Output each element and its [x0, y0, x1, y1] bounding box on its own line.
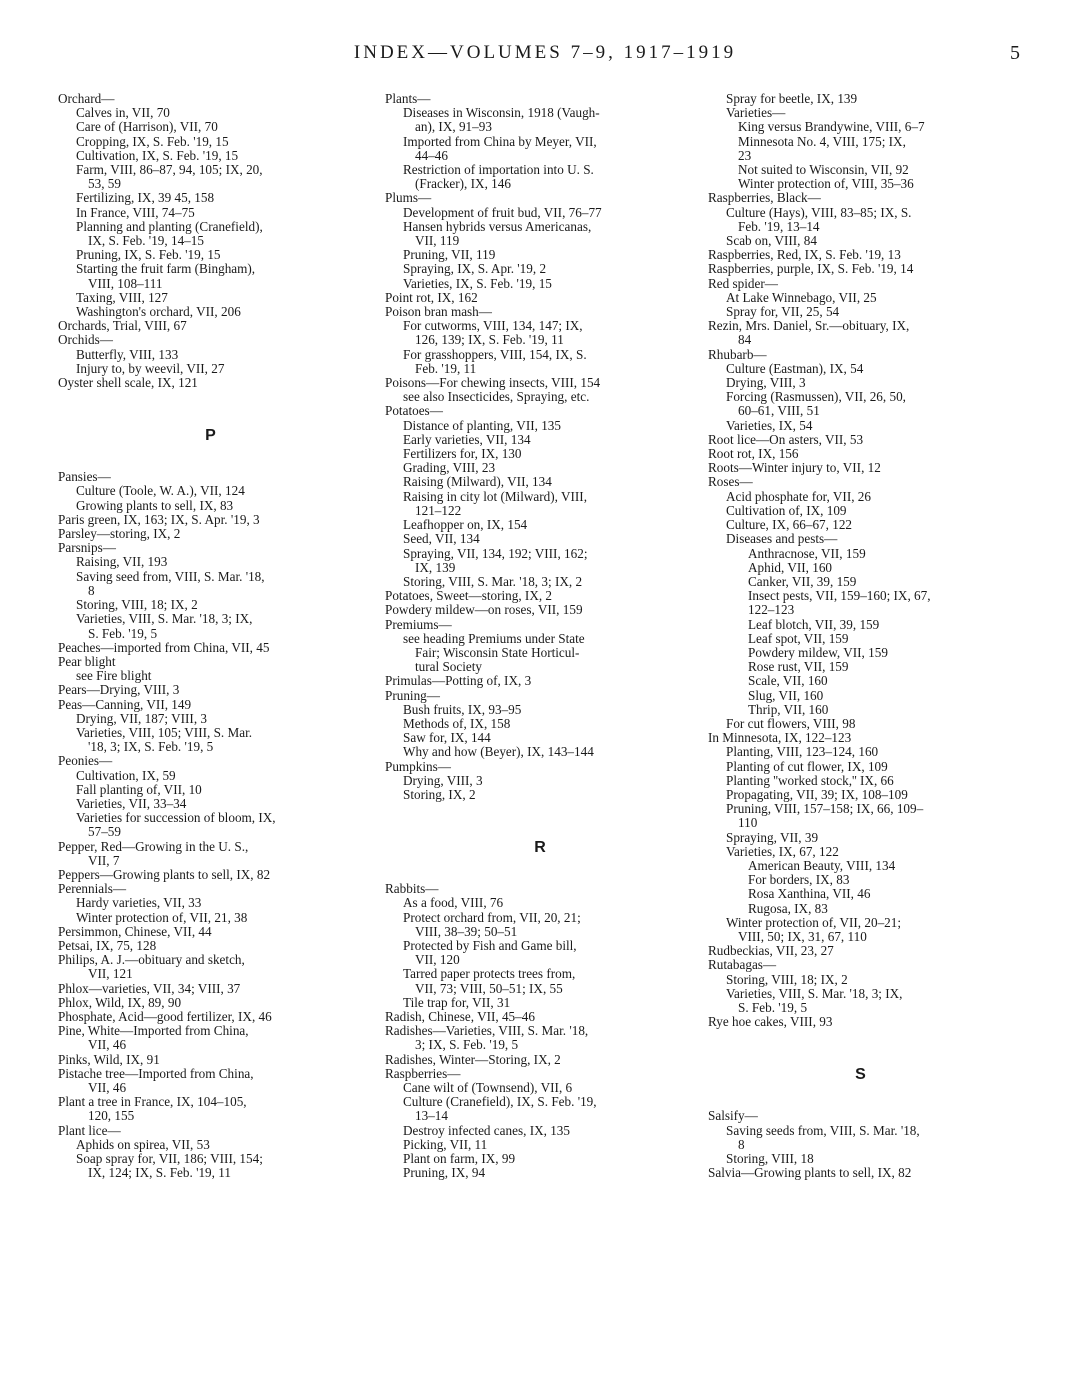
index-entry: Varieties, VII, 33–34 — [76, 795, 187, 811]
index-entry: Diseases and pests— — [726, 531, 838, 547]
index-entry: For cut flowers, VIII, 98 — [726, 715, 856, 731]
index-entry: VIII, 50; IX, 31, 67, 110 — [738, 928, 867, 944]
index-entry: Pruning, IX, 94 — [403, 1165, 486, 1181]
index-entry: Rudbeckias, VII, 23, 27 — [708, 943, 834, 959]
index-entry: Radishes—Varieties, VIII, S. Mar. '18, — [385, 1023, 589, 1039]
index-entry: Salvia—Growing plants to sell, IX, 82 — [708, 1165, 912, 1181]
index-entry: Rugosa, IX, 83 — [748, 900, 828, 916]
index-entry: Saw for, IX, 144 — [403, 730, 491, 746]
index-entry: Bush fruits, IX, 93–95 — [403, 701, 522, 717]
index-entry: 53, 59 — [88, 176, 121, 192]
page-number: 5 — [1010, 42, 1020, 64]
index-entry: Peaches—imported from China, VII, 45 — [58, 639, 270, 655]
index-entry: Varieties, VIII, 105; VIII, S. Mar. — [76, 724, 253, 740]
index-entry: Tarred paper protects trees from, — [403, 966, 576, 982]
index-entry: '18, 3; IX, S. Feb. '19, 5 — [88, 739, 214, 755]
index-entry: Protected by Fish and Game bill, — [403, 937, 577, 953]
index-entry: tural Society — [415, 659, 483, 675]
index-entry: Varieties, VIII, S. Mar. '18, 3; IX, — [726, 985, 903, 1001]
index-entry: Spray for, VII, 25, 54 — [726, 304, 840, 320]
index-entry: Spray for beetle, IX, 139 — [726, 91, 858, 106]
index-entry: Insect pests, VII, 159–160; IX, 67, — [748, 588, 931, 604]
index-entry: VII, 119 — [415, 233, 460, 249]
index-entry: Parsley—storing, IX, 2 — [58, 526, 181, 542]
index-entry: Plants— — [385, 91, 431, 106]
index-entry: Rezin, Mrs. Daniel, Sr.—obituary, IX, — [708, 318, 910, 334]
section-letter: P — [205, 427, 216, 445]
index-entry: VIII, 38–39; 50–51 — [415, 923, 518, 939]
index-entry: Rose rust, VII, 159 — [748, 659, 849, 675]
index-entry: Peas—Canning, VII, 149 — [58, 696, 192, 712]
index-entry: Protect orchard from, VII, 20, 21; — [403, 909, 581, 925]
index-entry: Roses— — [708, 474, 753, 490]
index-entry: Pruning, VIII, 157–158; IX, 66, 109– — [726, 801, 924, 817]
index-entry: Calves in, VII, 70 — [76, 105, 170, 121]
index-entry: Pine, White—Imported from China, — [58, 1023, 249, 1039]
index-entry: Feb. '19, 13–14 — [738, 218, 820, 234]
index-entry: Paris green, IX, 163; IX, S. Apr. '19, 3 — [58, 511, 260, 527]
index-entry: Culture (Eastman), IX, 54 — [726, 360, 864, 376]
index-entry: Grading, VIII, 23 — [403, 460, 496, 476]
index-entry: 23 — [738, 147, 752, 163]
index-entry: Drying, VIII, 3 — [726, 375, 806, 391]
section-letter: R — [534, 839, 546, 857]
index-entry: Winter protection of, VII, 21, 38 — [76, 909, 248, 925]
index-entry: Peppers—Growing plants to sell, IX, 82 — [58, 866, 271, 882]
index-entry: For cutworms, VIII, 134, 147; IX, — [403, 318, 583, 334]
index-entry: For borders, IX, 83 — [748, 872, 850, 888]
index-entry: Persimmon, Chinese, VII, 44 — [58, 923, 212, 939]
section-letter: S — [855, 1066, 866, 1084]
index-entry: Radish, Chinese, VII, 45–46 — [385, 1008, 535, 1024]
index-entry: Pepper, Red—Growing in the U. S., — [58, 838, 249, 854]
index-entry: Planting of cut flower, IX, 109 — [726, 758, 888, 774]
index-entry: Imported from China by Meyer, VII, — [403, 133, 597, 149]
index-entry: 110 — [738, 815, 758, 831]
index-entry: Drying, VIII, 3 — [403, 772, 483, 788]
index-entry: Rosa Xanthina, VII, 46 — [748, 886, 871, 902]
index-entry: Orchards, Trial, VIII, 67 — [58, 318, 187, 334]
index-entry: Peonies— — [58, 753, 113, 769]
index-entry: Feb. '19, 11 — [415, 360, 477, 376]
index-entry: see Fire blight — [76, 668, 152, 684]
index-entry: Parsnips— — [58, 540, 116, 556]
index-entry: Saving seeds from, VIII, S. Mar. '18, — [726, 1122, 920, 1138]
index-entry: Plant a tree in France, IX, 104–105, — [58, 1094, 247, 1110]
index-entry: Soap spray for, VII, 186; VIII, 154; — [76, 1151, 263, 1167]
index-column-1 — [58, 92, 363, 1180]
index-entry: As a food, VIII, 76 — [403, 895, 504, 911]
index-entry: Leaf spot, VII, 159 — [748, 630, 849, 646]
index-entry: Pruning— — [385, 687, 440, 703]
index-entry: Growing plants to sell, IX, 83 — [76, 497, 234, 513]
index-entry: Radishes, Winter—Storing, IX, 2 — [385, 1051, 561, 1067]
index-entry: S. Feb. '19, 5 — [88, 625, 158, 641]
index-entry: 3; IX, S. Feb. '19, 5 — [415, 1037, 519, 1053]
index-entry: Leaf blotch, VII, 39, 159 — [748, 616, 880, 632]
index-entry: Rutabagas— — [708, 957, 777, 973]
index-entry: Aphids on spirea, VII, 53 — [76, 1136, 210, 1152]
index-entry: Rye hoe cakes, VIII, 93 — [708, 1014, 833, 1030]
index-entry: Drying, VII, 187; VIII, 3 — [76, 710, 208, 726]
index-entry: Varieties, VIII, S. Mar. '18, 3; IX, — [76, 611, 253, 627]
index-entry: Perennials— — [58, 881, 127, 897]
index-entry: Rhubarb— — [708, 346, 767, 362]
index-entry: IX, 124; IX, S. Feb. '19, 11 — [88, 1165, 231, 1181]
index-entry: 122–123 — [748, 602, 795, 618]
index-entry: Storing, VIII, 18; IX, 2 — [726, 971, 848, 987]
index-entry: Culture (Toole, W. A.), VII, 124 — [76, 483, 245, 499]
index-entry: Salsify— — [708, 1108, 758, 1124]
index-entry: Care of (Harrison), VII, 70 — [76, 119, 218, 135]
index-entry: In France, VIII, 74–75 — [76, 204, 195, 220]
index-entry: Planning and planting (Cranefield), — [76, 218, 263, 234]
index-entry: Potatoes— — [385, 403, 443, 419]
index-entry: Methods of, IX, 158 — [403, 715, 511, 731]
index-entry: Spraying, VII, 39 — [726, 829, 819, 845]
index-column-2 — [385, 92, 695, 1180]
index-entry: Thrip, VII, 160 — [748, 701, 829, 717]
index-entry: 57–59 — [88, 824, 121, 840]
index-entry: Destroy infected canes, IX, 135 — [403, 1122, 570, 1138]
index-entry: Fair; Wisconsin State Horticul- — [415, 644, 580, 660]
index-entry: Varieties, IX, S. Feb. '19, 15 — [403, 275, 552, 291]
index-entry: Powdery mildew, VII, 159 — [748, 644, 888, 660]
index-entry: Diseases in Wisconsin, 1918 (Vaugh- — [403, 105, 600, 121]
index-entry: Poisons—For chewing insects, VIII, 154 — [385, 375, 601, 391]
index-entry: Tile trap for, VII, 31 — [403, 994, 511, 1010]
index-entry: Oyster shell scale, IX, 121 — [58, 375, 198, 391]
index-entry: 84 — [738, 332, 752, 348]
index-entry: In Minnesota, IX, 122–123 — [708, 730, 852, 746]
index-entry: Culture (Hays), VIII, 83–85; IX, S. — [726, 204, 912, 220]
index-entry: Hardy varieties, VII, 33 — [76, 895, 202, 911]
index-entry: Canker, VII, 39, 159 — [748, 573, 857, 589]
index-entry: Root rot, IX, 156 — [708, 446, 799, 462]
index-entry: Raspberries, Red, IX, S. Feb. '19, 13 — [708, 247, 901, 263]
index-entry: VII, 46 — [88, 1080, 127, 1095]
index-entry: 8 — [738, 1136, 745, 1152]
index-entry: Raising in city lot (Milward), VIII, — [403, 488, 587, 504]
index-entry: Potatoes, Sweet—storing, IX, 2 — [385, 588, 553, 604]
index-entry: Early varieties, VII, 134 — [403, 431, 531, 447]
index-entry: Plant lice— — [58, 1122, 121, 1138]
index-entry: Varieties, IX, 67, 122 — [726, 843, 839, 859]
index-entry: 120, 155 — [88, 1108, 135, 1124]
index-entry: Why and how (Beyer), IX, 143–144 — [403, 744, 594, 760]
index-entry: Pruning, IX, S. Feb. '19, 15 — [76, 247, 221, 263]
index-entry: Cultivation of, IX, 109 — [726, 502, 847, 518]
index-entry: VII, 7 — [88, 852, 120, 868]
header-title: INDEX—VOLUMES 7–9, 1917–1919 — [353, 42, 737, 63]
index-entry: Raspberries, Black— — [708, 190, 821, 206]
index-entry: Restriction of importation into U. S. — [403, 162, 594, 178]
index-entry: Leafhopper on, IX, 154 — [403, 517, 528, 533]
index-entry: Plant on farm, IX, 99 — [403, 1151, 516, 1167]
index-entry: Storing, VIII, 18 — [726, 1151, 814, 1167]
index-entry: King versus Brandywine, VIII, 6–7 — [738, 119, 925, 135]
index-entry: Farm, VIII, 86–87, 94, 105; IX, 20, — [76, 162, 263, 178]
index-entry: Petsai, IX, 75, 128 — [58, 937, 157, 953]
index-entry: Varieties for succession of bloom, IX, — [76, 810, 276, 826]
index-entry: Taxing, VIII, 127 — [76, 289, 168, 305]
index-entry: Rabbits— — [385, 881, 439, 897]
index-entry: VIII, 108–111 — [88, 275, 163, 291]
index-entry: Development of fruit bud, VII, 76–77 — [403, 204, 602, 220]
index-entry: Cultivation, IX, 59 — [76, 767, 176, 783]
index-entry: Slug, VII, 160 — [748, 687, 824, 703]
index-entry: Orchids— — [58, 332, 113, 348]
index-entry: (Fracker), IX, 146 — [415, 176, 511, 192]
index-entry: Pumpkins— — [385, 758, 451, 774]
index-entry: IX, 139 — [415, 559, 456, 575]
index-entry: 60–61, VIII, 51 — [738, 403, 820, 419]
index-entry: Scab on, VIII, 84 — [726, 233, 817, 249]
index-entry: 126, 139; IX, S. Feb. '19, 11 — [415, 332, 564, 348]
index-entry: Storing, VIII, S. Mar. '18, 3; IX, 2 — [403, 573, 583, 589]
index-entry: Cropping, IX, S. Feb. '19, 15 — [76, 133, 229, 149]
index-entry: For grasshoppers, VIII, 154, IX, S. — [403, 346, 587, 362]
index-entry: Varieties, IX, 54 — [726, 417, 813, 433]
index-entry: Orchard— — [58, 91, 115, 106]
index-entry: American Beauty, VIII, 134 — [748, 857, 896, 873]
index-entry: 13–14 — [415, 1108, 448, 1124]
index-entry: Storing, IX, 2 — [403, 786, 476, 802]
index-entry: Poison bran mash— — [385, 304, 492, 320]
index-entry: an), IX, 91–93 — [415, 119, 492, 135]
index-entry: Saving seed from, VIII, S. Mar. '18, — [76, 568, 265, 584]
index-entry: Winter protection of, VIII, 35–36 — [738, 176, 914, 192]
index-entry: Powdery mildew—on roses, VII, 159 — [385, 602, 583, 618]
index-entry: Forcing (Rasmussen), VII, 26, 50, — [726, 389, 906, 405]
index-entry: 44–46 — [415, 147, 448, 163]
index-entry: Point rot, IX, 162 — [385, 289, 478, 305]
index-entry: Cultivation, IX, S. Feb. '19, 15 — [76, 147, 239, 163]
index-entry: Raspberries— — [385, 1065, 461, 1081]
index-entry: Raspberries, purple, IX, S. Feb. '19, 14 — [708, 261, 914, 277]
index-entry: Injury to, by weevil, VII, 27 — [76, 360, 225, 376]
index-entry: Roots—Winter injury to, VII, 12 — [708, 460, 881, 476]
index-entry: VII, 73; VIII, 50–51; IX, 55 — [415, 980, 563, 996]
index-entry: see also Insecticides, Spraying, etc. — [403, 389, 590, 405]
index-entry: Anthracnose, VII, 159 — [748, 545, 866, 561]
index-entry: Phlox—varieties, VII, 34; VIII, 37 — [58, 980, 241, 996]
index-entry: Fall planting of, VII, 10 — [76, 781, 202, 797]
index-entry: Planting, VIII, 123–124, 160 — [726, 744, 879, 760]
index-entry: Phosphate, Acid—good fertilizer, IX, 46 — [58, 1008, 272, 1024]
index-entry: Culture, IX, 66–67, 122 — [726, 517, 853, 533]
index-entry: Plums— — [385, 190, 432, 206]
index-entry: Spraying, VII, 134, 192; VIII, 162; — [403, 545, 588, 561]
index-entry: Philips, A. J.—obituary and sketch, — [58, 952, 245, 968]
index-entry: Aphid, VII, 160 — [748, 559, 833, 575]
index-entry: VII, 121 — [88, 966, 133, 982]
index-entry: Pinks, Wild, IX, 91 — [58, 1051, 160, 1067]
index-entry: Starting the fruit farm (Bingham), — [76, 261, 256, 277]
index-entry: 8 — [88, 582, 95, 598]
index-entry: Picking, VII, 11 — [403, 1136, 488, 1152]
index-entry: Butterfly, VIII, 133 — [76, 346, 179, 362]
index-entry: Premiums— — [385, 616, 452, 632]
index-entry: Propagating, VII, 39; IX, 108–109 — [726, 786, 908, 802]
index-column-3 — [708, 92, 1013, 1180]
index-entry: Distance of planting, VII, 135 — [403, 417, 561, 433]
index-entry: VII, 46 — [88, 1037, 127, 1053]
index-entry: Pear blight — [58, 653, 116, 669]
index-entry: 121–122 — [415, 502, 462, 518]
index-entry: Pansies— — [58, 469, 111, 485]
index-entry: Pistache tree—Imported from China, — [58, 1065, 254, 1081]
index-entry: Pruning, VII, 119 — [403, 247, 496, 263]
index-entry: Acid phosphate for, VII, 26 — [726, 488, 871, 504]
index-entry: S. Feb. '19, 5 — [738, 1000, 808, 1015]
index-entry: Scale, VII, 160 — [748, 673, 828, 689]
index-entry: Varieties— — [726, 105, 786, 121]
index-entry: see heading Premiums under State — [403, 630, 585, 646]
index-entry: Raising, VII, 193 — [76, 554, 168, 570]
index-entry: Root lice—On asters, VII, 53 — [708, 431, 864, 447]
index-entry: Storing, VIII, 18; IX, 2 — [76, 597, 198, 613]
index-entry: IX, S. Feb. '19, 14–15 — [88, 233, 204, 249]
index-entry: Hansen hybrids versus Americanas, — [403, 218, 592, 234]
index-entry: Cane wilt of (Townsend), VII, 6 — [403, 1080, 573, 1095]
index-entry: Washington's orchard, VII, 206 — [76, 304, 241, 320]
index-entry: Minnesota No. 4, VIII, 175; IX, — [738, 133, 906, 149]
index-entry: Planting ''worked stock,'' IX, 66 — [726, 772, 894, 788]
index-entry: Phlox, Wild, IX, 89, 90 — [58, 994, 182, 1010]
index-entry: At Lake Winnebago, VII, 25 — [726, 289, 877, 305]
index-entry: Red spider— — [708, 275, 778, 291]
index-entry: Seed, VII, 134 — [403, 531, 480, 547]
index-entry: Not suited to Wisconsin, VII, 92 — [738, 162, 909, 178]
index-entry: VII, 120 — [415, 952, 460, 968]
index-entry: Primulas—Potting of, IX, 3 — [385, 673, 532, 689]
index-entry: Spraying, IX, S. Apr. '19, 2 — [403, 261, 547, 277]
index-entry: Pears—Drying, VIII, 3 — [58, 682, 180, 698]
index-entry: Fertilizers for, IX, 130 — [403, 446, 522, 462]
index-entry: Raising (Milward), VII, 134 — [403, 474, 552, 490]
index-entry: Fertilizing, IX, 39 45, 158 — [76, 190, 215, 206]
index-entry: Culture (Cranefield), IX, S. Feb. '19, — [403, 1094, 597, 1110]
index-entry: Winter protection of, VII, 20–21; — [726, 914, 902, 930]
